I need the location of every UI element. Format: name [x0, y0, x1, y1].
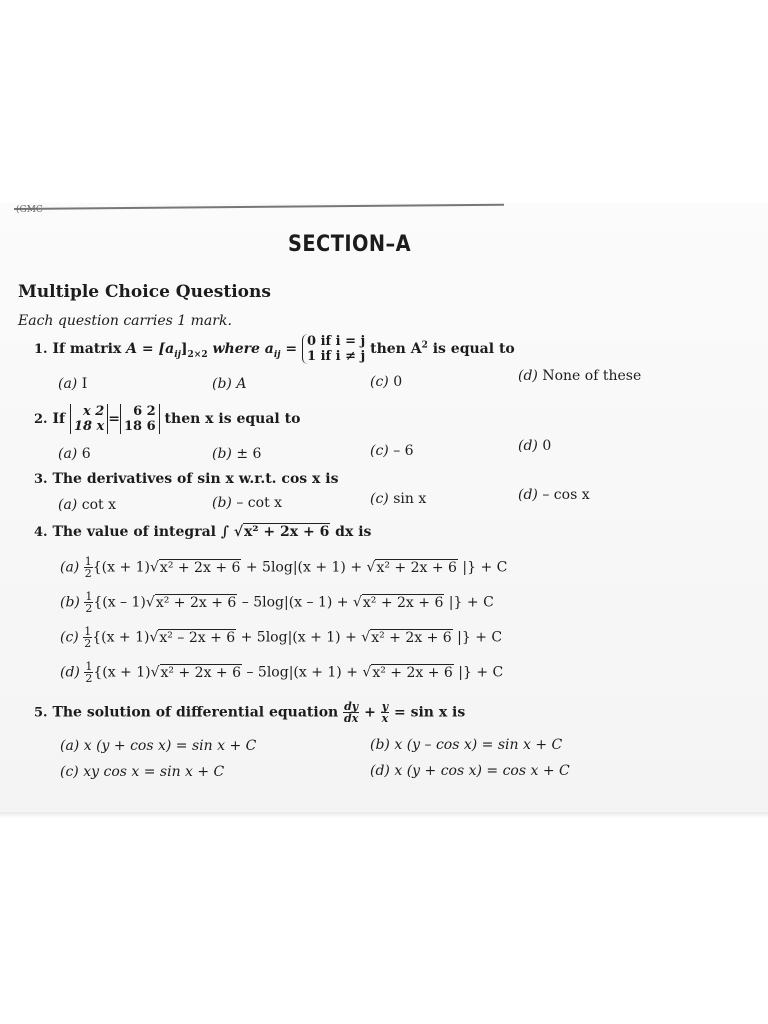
- question-4: 4. The value of integral ∫ √x² + 2x + 6 dx is: [34, 524, 372, 540]
- option-b: (b) – cot x: [212, 495, 283, 511]
- option-c: (c) xy cos x = sin x + C: [60, 764, 225, 780]
- question-1: 1. If matrix $A = [a_{ij}]_{2\times 2}$ where $a_{ij}$ = 0 if i = j 1 if i ≠ j then $A^2$ is equal to: [34, 334, 515, 364]
- option-b: (b) A: [212, 376, 247, 392]
- paper-bottom-edge: [0, 812, 768, 818]
- question-number: 5.: [34, 705, 48, 721]
- integral-option-a: (a) $\frac{1}{2}$ {(x + 1)√x² + 2x + 6 + 5log|(x + 1) + √x² + 2x + 6 |} + C: [60, 555, 508, 580]
- integral-option-d: (d) $\frac{1}{2}$ {(x + 1)√x² + 2x + 6 – 5log|(x + 1) + √x² + 2x + 6 |} + C: [60, 660, 504, 685]
- option-d: (d) x (y + cos x) = cos x + C: [370, 763, 570, 779]
- question-2: 2. If x 2 18 x = 6 2 18 6 then x is equal to: [34, 404, 301, 434]
- option-a: (a) x (y + cos x) = sin x + C: [60, 738, 257, 754]
- bleed-through-text: [430, 228, 436, 242]
- option-b: (b) ± 6: [212, 446, 262, 462]
- determinant-right: 6 2 18 6: [120, 404, 160, 434]
- option-c: (c) 0: [370, 374, 403, 390]
- option-b: (b) x (y – cos x) = sin x + C: [370, 737, 563, 753]
- piecewise-brace: 0 if i = j 1 if i ≠ j: [302, 334, 365, 364]
- option-c: (c) sin x: [370, 491, 427, 507]
- option-a: (a) 6: [58, 446, 91, 462]
- question-number: 2.: [34, 412, 48, 427]
- question-number: 1.: [34, 342, 48, 357]
- option-a: (a) cot x: [58, 497, 116, 513]
- option-d: (d) None of these: [518, 368, 642, 384]
- option-a: (a) I: [58, 376, 88, 392]
- question-5: 5. The solution of differential equation $\frac{dy}{dx}$ + $\frac{y}{x}$ = sin x is: [34, 700, 466, 725]
- question-3: 3. The derivatives of sin x w.r.t. cos x is: [34, 471, 339, 487]
- integral-option-b: (b) $\frac{1}{2}$ {(x – 1)√x² + 2x + 6 – 5log|(x – 1) + √x² + 2x + 6 |} + C: [60, 590, 494, 615]
- option-d: (d) – cos x: [518, 487, 590, 503]
- header-scrap-text: (GMC: [16, 205, 43, 215]
- determinant-left: x 2 18 x: [70, 404, 108, 434]
- option-d: (d) 0: [518, 438, 552, 454]
- question-number: 3.: [34, 472, 48, 487]
- integral-option-c: (c) $\frac{1}{2}$ {(x + 1)√x² – 2x + 6 + 5log|(x + 1) + √x² + 2x + 6 |} + C: [60, 625, 503, 650]
- section-title: SECTION–A: [288, 232, 412, 257]
- mcq-heading: Multiple Choice Questions: [18, 282, 271, 302]
- option-c: (c) – 6: [370, 443, 414, 459]
- question-number: 4.: [34, 525, 48, 540]
- mcq-instruction: Each question carries 1 mark.: [18, 313, 232, 329]
